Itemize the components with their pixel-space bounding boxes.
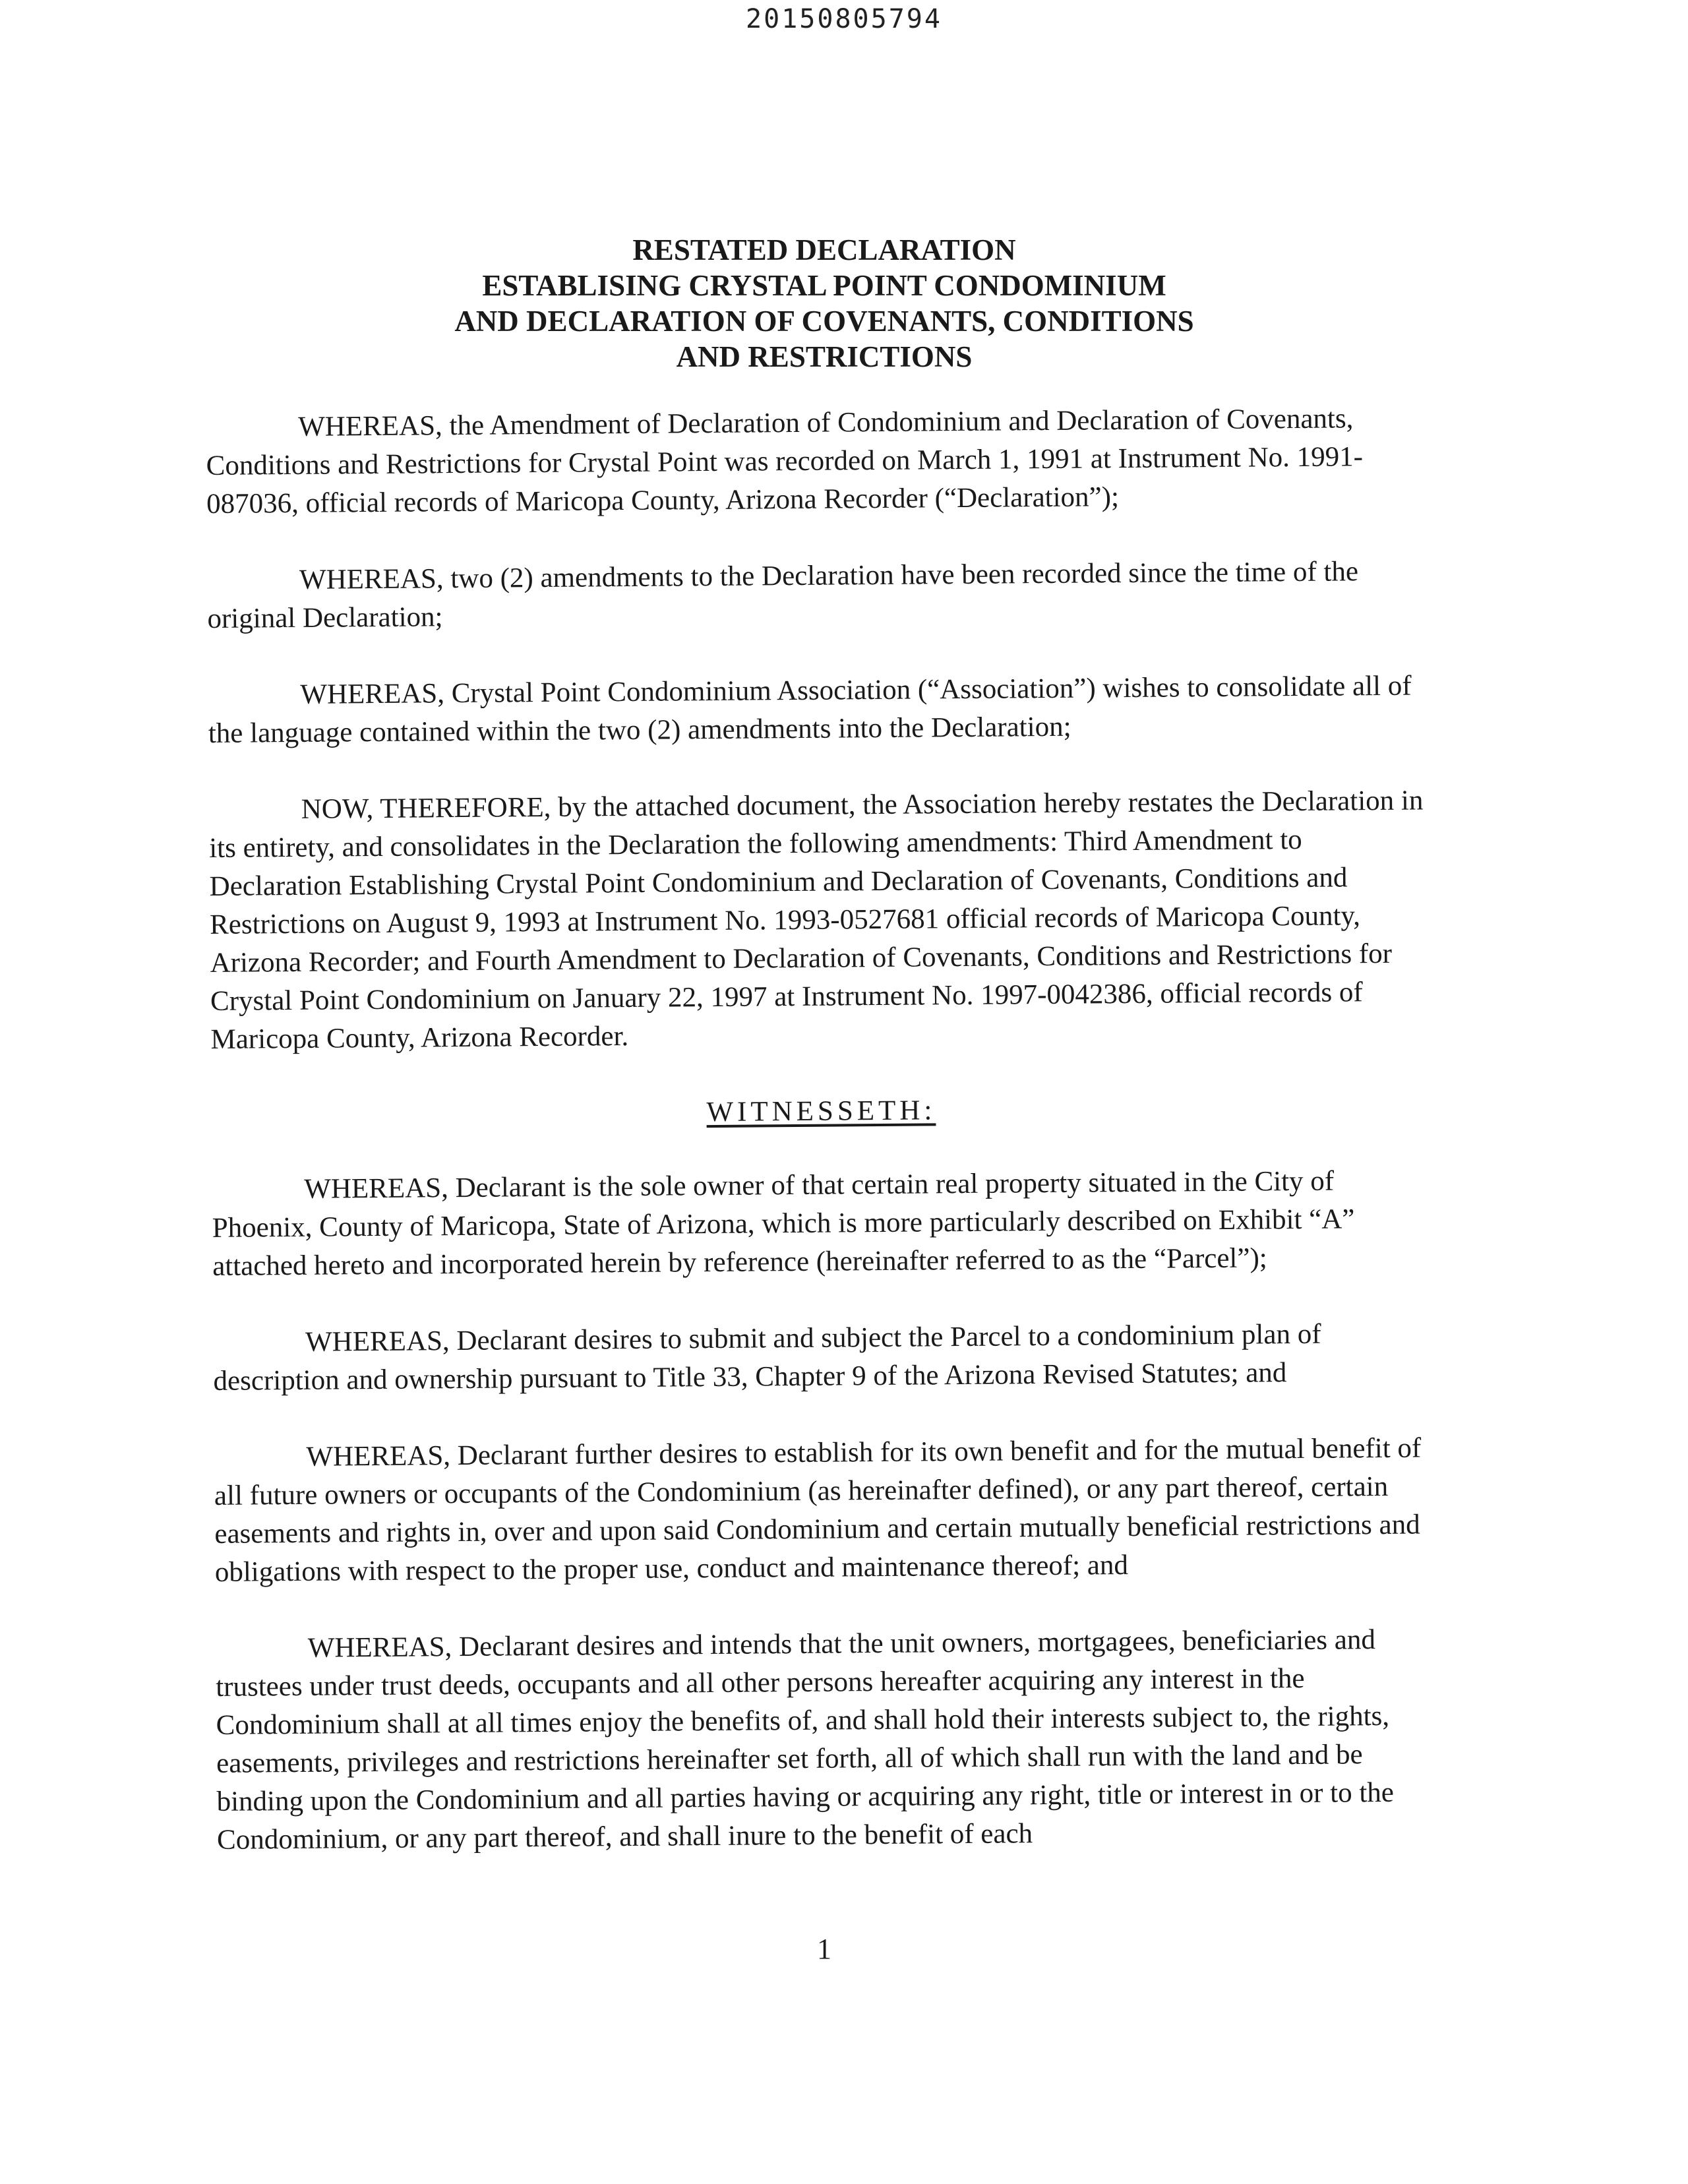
whereas-consolidate-paragraph: WHEREAS, Crystal Point Condominium Association (“Association”) wishes to consolidate all of the language contained within the two (2) amendments into the Declaration; — [208, 670, 1412, 749]
whereas-owner-paragraph: WHEREAS, Declarant is the sole owner of that certain real property situated in the City of Phoenix, County of Maricopa, State of Arizona, which is more particularly described on Exhibit “A” attached hereto and incorporated herein by reference (hereinafter referred to as the “Parcel”); — [212, 1165, 1355, 1282]
document-body — [206, 399, 1437, 1897]
title-line: AND DECLARATION OF COVENANTS, CONDITIONS — [454, 305, 1194, 338]
recording-number: 20150805794 — [746, 4, 942, 34]
page-number: 1 — [817, 1933, 831, 1965]
whereas-submit-paragraph: WHEREAS, Declarant desires to submit and subject the Parcel to a condominium plan of description and ownership pursuant to Title 33, Chapter 9 of the Arizona Revised Statutes; and — [213, 1318, 1321, 1397]
document-title — [369, 232, 1279, 375]
whereas-amendments-paragraph: WHEREAS, two (2) amendments to the Declaration have been recorded since the time of the original Declaration; — [207, 556, 1359, 634]
witnesseth-heading: WITNESSETH: — [706, 1095, 936, 1128]
whereas-intends-paragraph: WHEREAS, Declarant desires and intends that the unit owners, mortgagees, beneficiaries and trustees under trust deeds, occupants and all other persons hereafter acquiring any interest in the Condominium shall at all times enjoy the benefits of, and shall hold their interests subject to, the rights, easements, privileges and restrictions hereinafter set forth, all of which shall run with the land and be binding upon the Condominium and all parties having or acquiring any right, title or interest in or to the Condominium, or any part thereof, and shall inure to the benefit of each — [216, 1624, 1395, 1856]
whereas-easements-paragraph: WHEREAS, Declarant further desires to establish for its own benefit and for the mutual benefit of all future owners or occupants of the Condominium (as hereinafter defined), or any part thereof, certain easements and rights in, over and upon said Condominium and certain mutually beneficial restrictions and obligations with respect to the proper use, conduct and maintenance thereof; and — [214, 1432, 1422, 1588]
title-line: AND RESTRICTIONS — [676, 340, 973, 373]
title-line: RESTATED DECLARATION — [632, 233, 1016, 266]
title-line: ESTABLISING CRYSTAL POINT CONDOMINIUM — [482, 269, 1166, 302]
whereas-recorded-paragraph: WHEREAS, the Amendment of Declaration of Condominium and Declaration of Covenants, Conditions and Restrictions for Crystal Point was recorded on March 1, 1991 at Instrument No. 1991-087036, official records of Maricopa County, Arizona Recorder (“Declaration”); — [206, 403, 1364, 520]
now-therefore-paragraph: NOW, THEREFORE, by the attached document, the Association hereby restates the Declaration in its entirety, and consolidates in the Declaration the following amendments: Third Amendment to Declaration Establishing Crystal Point Condominium and Declaration of Covenants, Conditions and Restrictions on August 9, 1993 at Instrument No. 1993-0527681 official records of Maricopa County, Arizona Recorder; and Fourth Amendment to Declaration of Covenants, Conditions and Restrictions for Crystal Point Condominium on January 22, 1997 at Instrument No. 1997-0042386, official records of Maricopa County, Arizona Recorder. — [209, 785, 1424, 1055]
